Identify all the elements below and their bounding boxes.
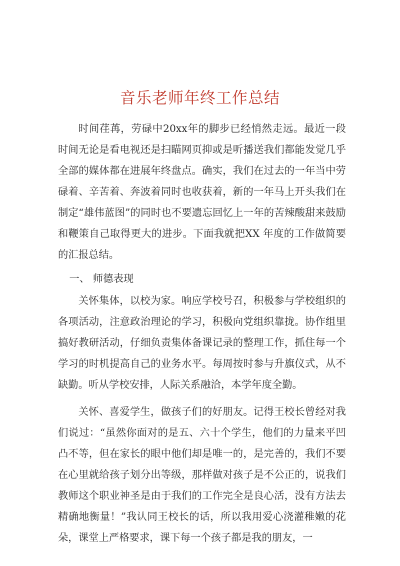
section-paragraph-1: 关怀集体，以校为家。响应学校号召，积极参与学校组织的各项活动，注意政治理论的学习，积极向党组织靠拢。协作组里搞好教研活动，仔细负责集体备课记录的整理工作，抓住每一个学习的时机提高自己的业务水平。每周按时参与升旗仪式，从不缺勤。听从学校安排，人际关系融洽，本学年度全勤。	[58, 296, 346, 391]
document-title: 音乐老师年终工作总结	[119, 89, 280, 107]
document-body	[58, 119, 346, 549]
section-paragraph-2: 关怀、喜爱学生，做孩子们的好朋友。记得王校长曾经对我们说过：“虽然你面对的是五、六十个学生，他们的力量来平凹凸不等，但在家长的眼中他们却是唯一的，是完善的，我们不要在心里就给孩子划分出等级，那样做对孩子是不公正的，说我们教师这个职业神圣是由于我们的工作完全是良心活，没有方法去精确地衡量！”我认同王校长的话，所以我用爱心浇灌稚嫩的花朵，课堂上严格要求，课下每一个孩子都是我的朋友，一	[58, 407, 346, 544]
section-heading: 一、 师德表现	[69, 274, 134, 285]
intro-paragraph: 时间荏苒，劳碌中20xx年的脚步已经悄然走远。最近一段时间无论是看电视还是扫瞄网页抑或是听播送我们都能发觉几乎全部的媒体都在进展年终盘点。确实，我们在过去的一年当中劳碌着、辛苦着、奔波着同时也收获着，新的一年马上开头我们在制定“雄伟蓝图”的同时也不要遗忘回忆上一年的苦辣酸甜来鼓励和鞭策自己取得更大的进步。下面我就把XX 年度的工作做简要的汇报总结。	[58, 124, 346, 261]
